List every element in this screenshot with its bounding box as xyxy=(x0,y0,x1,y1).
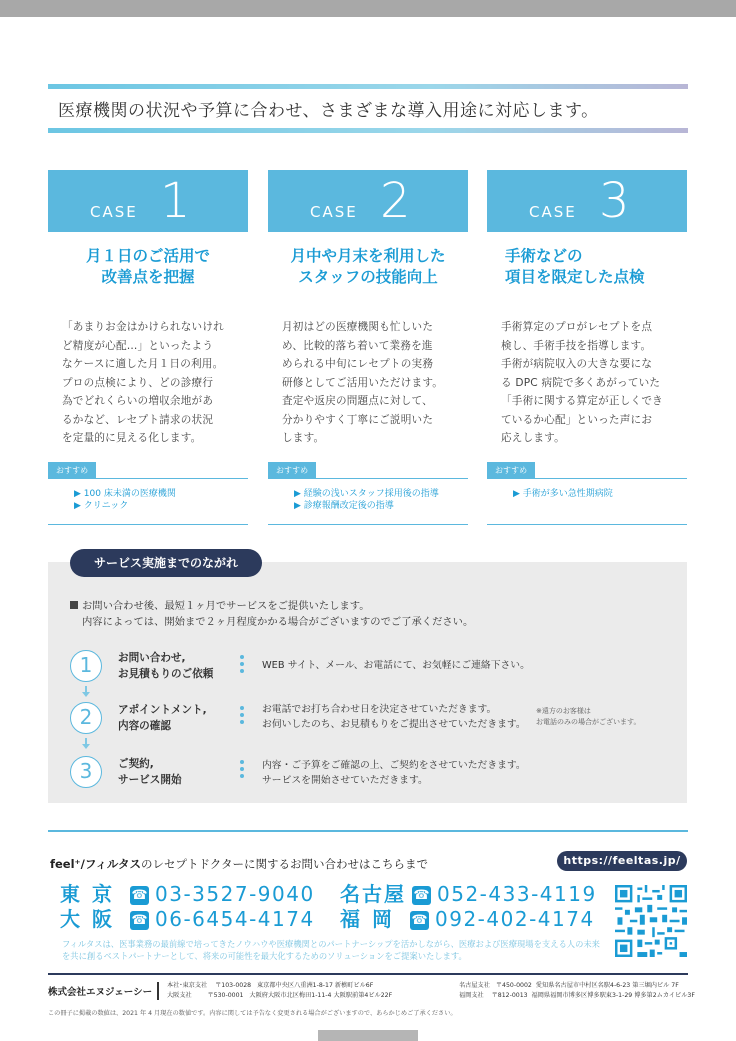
case-2-column xyxy=(268,170,468,448)
phone-number: 06-6454-4174 xyxy=(155,907,315,931)
case-2-text-line: められる中旬にレセプトの実務 xyxy=(282,358,434,370)
step-label-line1: お問い合わせ, xyxy=(118,652,186,664)
case-3-text-line: 手術算定のプロがレセプトを点 xyxy=(501,321,653,333)
case-3-title-line2: 項目を限定した点検 xyxy=(505,268,645,286)
disclaimer-note: この冊子に掲載の数値は、2021 年 4 月現在の数値です。内容に関しては予告なく変更される場合がございますので、あらかじめご了承ください。 xyxy=(48,1010,457,1017)
phone-nagoya[interactable] xyxy=(340,882,597,906)
office-osaka xyxy=(167,991,392,1001)
case-1-text-line: ど精度が心配…」といったよう xyxy=(62,339,214,352)
office-zip: 〒103-0028 xyxy=(215,982,252,989)
case-2-title-line2: スタッフの技能向上 xyxy=(298,268,438,286)
phone-icon: ☎ xyxy=(131,888,148,903)
case-1-number: 1 xyxy=(160,173,191,229)
flow-note-line2: 内容によっては、開始まで２ヶ月程度かかる場合がございますのでご了承ください。 xyxy=(82,616,474,628)
office-address: 愛知県名古屋市中村区名駅4-6-23 第三堀内ビル 7F xyxy=(535,982,679,989)
office-address: 東京都中央区八重洲1-8-17 新槙町ビル6F xyxy=(256,982,374,989)
step-label-line2: サービス開始 xyxy=(118,774,182,786)
case-3-text-line: 応えします。 xyxy=(501,432,565,444)
case-2-number: 2 xyxy=(380,173,411,229)
office-name: 本社･東京支社 xyxy=(167,982,208,989)
recommend-item: ▶ 手術が多い急性期病院 xyxy=(513,489,613,499)
case-1-title-line2: 改善点を把握 xyxy=(101,268,195,286)
square-bullet-icon xyxy=(70,601,78,609)
phone-tokyo[interactable] xyxy=(60,882,315,906)
case-2-text-line: 月初はどの医療機関も忙しいた xyxy=(282,321,434,333)
case-1-description xyxy=(62,318,242,448)
case-3-text-line: 手術が病院収入の大きな要にな xyxy=(501,358,653,370)
phone-number: 03-3527-9040 xyxy=(155,882,315,906)
bottom-gray-tab xyxy=(318,1030,418,1041)
office-tokyo xyxy=(167,981,373,991)
case-1-title xyxy=(48,246,248,288)
case-2-text-line: 査定や返戻の問題点に対して、 xyxy=(282,395,433,407)
case-3-title xyxy=(487,246,687,288)
phone-icon: ☎ xyxy=(411,913,428,928)
case-1-recommend xyxy=(48,458,248,525)
phone-icon: ☎ xyxy=(413,888,430,903)
case-3-text-line: 「手術に関する算定が正しくでき xyxy=(501,395,663,407)
top-gray-band xyxy=(0,0,736,17)
step-description xyxy=(262,658,530,673)
recommend-list xyxy=(487,479,687,525)
step-number-circle: 2 xyxy=(70,702,102,734)
case-1-text-line: を定量的に見える化します。 xyxy=(62,432,202,444)
recommend-list xyxy=(48,479,248,525)
step-desc-line2: サービスを開始させていただきます。 xyxy=(262,775,428,786)
case-2-title-line1: 月中や月末を利用した xyxy=(290,247,446,265)
step-desc-line1: 内容・ご予算をご確認の上、ご契約をさせていただきます。 xyxy=(262,760,526,771)
case-2-title xyxy=(268,246,468,288)
case-2-text-line: め、比較的落ち着いて業務を進 xyxy=(282,339,433,352)
step-desc-line2: お伺いしたのち、お見積もりをご提出させていただきます。 xyxy=(262,719,526,730)
step-label xyxy=(118,756,182,788)
contact-heading-text: のレセプトドクターに関するお問い合わせはこちらまで xyxy=(140,857,428,871)
case-2-word: CASE xyxy=(310,203,358,221)
case-1-text-line: プロの点検により、どの診療行 xyxy=(62,376,214,389)
step-description xyxy=(262,758,526,788)
case-2-description xyxy=(282,318,462,448)
case-3-title-line1: 手術などの xyxy=(505,247,583,265)
contact-top-rule xyxy=(48,830,688,832)
case-3-text-line: ているか心配」といった声にお xyxy=(501,413,653,426)
recommend-badge: おすすめ xyxy=(48,462,96,479)
company-blurb: フィルタスは、医事業務の最前線で培ってきたノウハウや医療機関とのパートナーシップを活かしながら、医療および医療現場を支える人の未来を共に創るベストパートナーとして、将来の可能性を最大化するためのソリューションをご提案いたします。 xyxy=(62,939,600,961)
phone-osaka[interactable] xyxy=(60,907,315,931)
step-desc-line1: お電話でお打ち合わせ日を決定させていただきます。 xyxy=(262,704,497,715)
qr-code-icon[interactable] xyxy=(615,885,687,957)
recommend-badge: おすすめ xyxy=(487,462,535,479)
recommend-badge: おすすめ xyxy=(268,462,316,479)
step-number-circle: 1 xyxy=(70,650,102,682)
city-label: 大阪 xyxy=(60,907,124,931)
case-3-number: 3 xyxy=(599,173,630,229)
case-1-column xyxy=(48,170,248,448)
step-label xyxy=(118,702,207,734)
phone-number: 052-433-4119 xyxy=(437,882,597,906)
office-zip: 〒530-0001 xyxy=(207,992,244,999)
case-1-header xyxy=(48,170,248,232)
office-name: 名古屋支社 xyxy=(459,982,490,989)
office-name: 福岡支社 xyxy=(459,992,484,999)
case-1-text-line: るかなど、レセプト請求の状況 xyxy=(62,413,214,426)
city-label: 東京 xyxy=(60,882,124,906)
recommend-item: ▶ 100 床未満の医療機関 xyxy=(74,489,176,499)
step-number-circle: 3 xyxy=(70,756,102,788)
recommend-item: ▶ クリニック xyxy=(74,501,129,511)
headline-bottom-rule xyxy=(48,128,688,133)
step-dots-icon xyxy=(240,760,244,781)
company-name: 株式会社エヌジェーシー xyxy=(48,987,153,998)
office-zip: 〒450-0002 xyxy=(495,982,532,989)
case-2-text-line: 分かりやすく丁寧にご説明いた xyxy=(282,413,434,426)
case-1-text-line: 「あまりお金はかけられないけれ xyxy=(62,321,224,333)
case-1-title-line1: 月１日のご活用で xyxy=(85,247,210,265)
footer-divider xyxy=(157,982,159,1000)
recommend-item: ▶ 診療報酬改定後の指導 xyxy=(294,501,394,511)
phone-fukuoka[interactable] xyxy=(340,907,595,931)
case-2-header xyxy=(268,170,468,232)
flow-note-line1: お問い合わせ後、最短１ヶ月でサービスをご提供いたします。 xyxy=(82,600,370,612)
website-url-link[interactable]: https://feeltas.jp/ xyxy=(557,851,687,871)
step-label-line1: アポイントメント, xyxy=(118,704,207,716)
case-3-text-line: る DPC 病院で多くあがっていた xyxy=(501,376,661,389)
office-address: 福岡県福岡市博多区博多駅東3-1-29 博多第2ムカイビル3F xyxy=(531,992,695,999)
arrow-down-icon xyxy=(84,738,88,749)
city-label: 名古屋 xyxy=(340,882,406,906)
step-description xyxy=(262,702,526,732)
flow-note xyxy=(70,598,473,630)
recommend-item: ▶ 経験の浅いスタッフ採用後の指導 xyxy=(294,489,439,499)
brand-feel: feel⁺/ xyxy=(50,857,85,871)
city-label: 福岡 xyxy=(340,907,404,931)
case-3-header xyxy=(487,170,687,232)
aside-line2: お電話のみの場合がございます。 xyxy=(536,718,641,726)
case-3-word: CASE xyxy=(529,203,577,221)
headline-top-rule xyxy=(48,84,688,89)
case-1-text-line: なケースに適した月１日の利用。 xyxy=(62,358,224,370)
office-zip: 〒812-0013 xyxy=(491,992,528,999)
arrow-down-icon xyxy=(84,686,88,697)
case-2-text-line: します。 xyxy=(282,432,325,444)
step-label-line1: ご契約, xyxy=(118,758,154,770)
page-headline: 医療機関の状況や予算に合わせ、さまざまな導入用途に対応します。 xyxy=(58,101,599,121)
step-dots-icon xyxy=(240,706,244,727)
office-name: 大阪支社 xyxy=(167,992,192,999)
office-nagoya xyxy=(459,981,679,991)
case-3-column xyxy=(487,170,687,448)
brand-filtas: フィルタス xyxy=(84,857,141,871)
step-label-line2: 内容の確認 xyxy=(118,720,171,732)
case-2-text-line: 研修としてご活用いただけます。 xyxy=(282,376,444,389)
phone-number: 092-402-4174 xyxy=(435,907,595,931)
step-label xyxy=(118,650,213,682)
office-address: 大阪府大阪市北区梅田1-11-4 大阪駅前第4ビル22F xyxy=(249,992,393,999)
step-desc-line1: WEB サイト、メール、お電話にて、お気軽にご連絡下さい。 xyxy=(262,660,530,671)
recommend-list xyxy=(268,479,468,525)
aside-line1: ※遠方のお客様は xyxy=(536,707,591,715)
step-dots-icon xyxy=(240,655,244,676)
case-3-description xyxy=(501,318,681,448)
case-2-recommend xyxy=(268,458,468,525)
phone-icon: ☎ xyxy=(131,913,148,928)
case-3-recommend xyxy=(487,458,687,525)
footer-rule xyxy=(48,973,688,975)
case-1-text-line: 為でどれくらいの増収余地があ xyxy=(62,395,214,407)
remote-customer-note xyxy=(536,706,640,728)
office-fukuoka xyxy=(459,991,695,1001)
step-label-line2: お見積もりのご依頼 xyxy=(118,668,214,680)
case-1-word: CASE xyxy=(90,203,138,221)
contact-heading xyxy=(50,856,428,872)
case-3-text-line: 検し、手術手技を指導します。 xyxy=(501,339,652,352)
flow-title: サービス実施までのながれ xyxy=(70,549,262,577)
